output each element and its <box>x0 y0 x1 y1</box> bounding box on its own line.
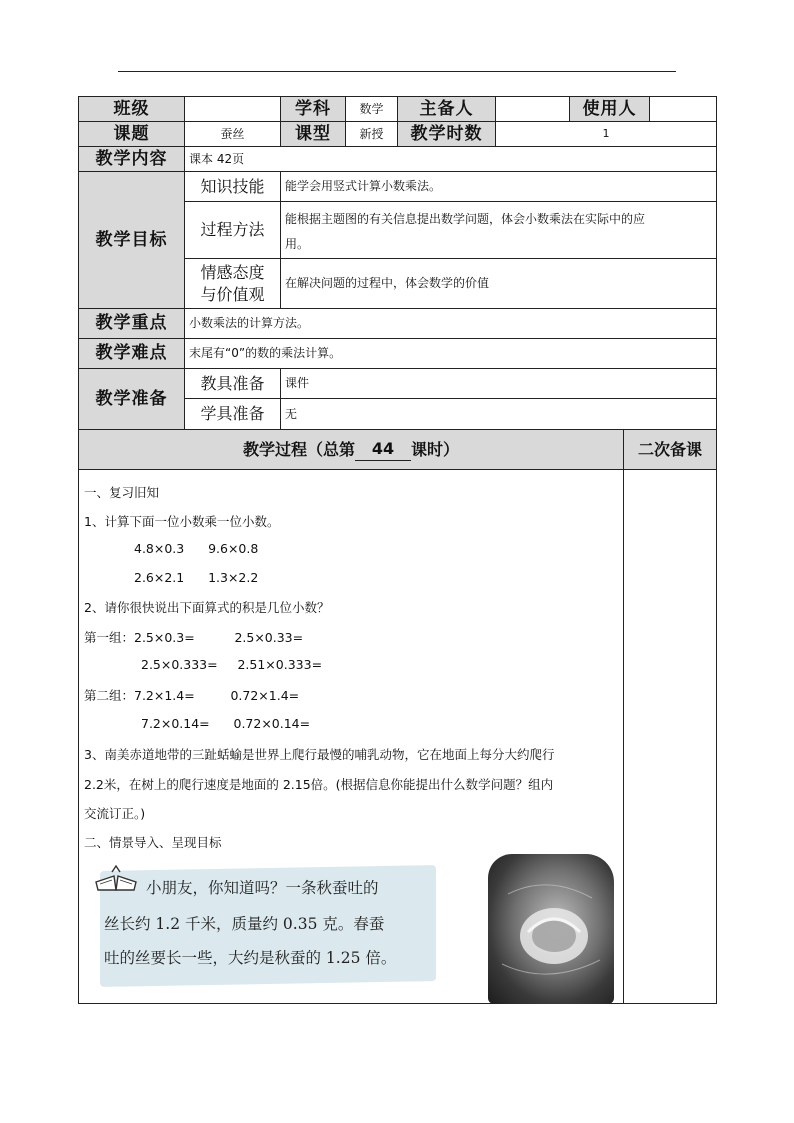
group-2-row1: 第二组：7.2×1.4= 0.72×1.4= <box>84 688 300 703</box>
preparer-value[interactable] <box>496 97 570 122</box>
group-1-row1: 第一组：2.5×0.3= 2.5×0.33= <box>84 630 304 645</box>
exercise-1-row1: 4.8×0.3 9.6×0.8 <box>134 541 259 556</box>
type-label: 课型 <box>281 122 346 147</box>
section-review-heading: 一、复习旧知 <box>84 485 160 500</box>
class-value[interactable] <box>185 97 281 122</box>
subject-value: 数学 <box>346 97 398 122</box>
goal-attitude-text: 在解决问题的过程中，体会数学的价值 <box>281 259 717 309</box>
difficulty-label: 教学难点 <box>79 339 185 369</box>
content-label: 教学内容 <box>79 147 185 172</box>
goal-process-label: 过程方法 <box>185 202 281 259</box>
top-rule <box>118 71 676 72</box>
process-header-suffix: 课时） <box>411 439 460 459</box>
process-header-prefix: 教学过程（总第 <box>242 439 355 459</box>
process-header <box>79 430 624 470</box>
learning-aids-value: 无 <box>281 399 717 430</box>
exercise-1-title: 1、计算下面一位小数乘一位小数。 <box>84 514 280 529</box>
hours-value: 1 <box>496 122 717 147</box>
second-preparation-body[interactable] <box>624 470 717 1004</box>
key-point-value: 小数乘法的计算方法。 <box>185 309 717 339</box>
subject-label: 学科 <box>281 97 346 122</box>
story-line-3: 吐的丝要长一些，大约是秋蚕的 1.25 倍。 <box>104 949 397 967</box>
open-book-icon <box>92 864 140 892</box>
group-2-row2: 7.2×0.14= 0.72×0.14= <box>141 716 311 731</box>
goal-knowledge-text: 能学会用竖式计算小数乘法。 <box>281 172 717 202</box>
class-label: 班级 <box>79 97 185 122</box>
topic-value: 蚕丝 <box>185 122 281 147</box>
difficulty-value: 末尾有“0”的数的乘法计算。 <box>185 339 717 369</box>
teaching-aids-value: 课件 <box>281 369 717 399</box>
user-label: 使用人 <box>570 97 650 122</box>
second-preparation-label: 二次备课 <box>624 430 717 470</box>
silkworm-photo <box>488 854 614 1004</box>
type-value: 新授 <box>346 122 398 147</box>
exercise-2-title: 2、请你很快说出下面算式的积是几位小数？ <box>84 600 330 615</box>
goal-knowledge-label: 知识技能 <box>185 172 281 202</box>
group-1-row2: 2.5×0.333= 2.51×0.333= <box>141 657 323 672</box>
exercise-3-line1: 3、南美赤道地带的三趾蛞蝓是世界上爬行最慢的哺乳动物，它在地面上每分大约爬行 <box>84 747 555 762</box>
teaching-aids-label: 教具准备 <box>185 369 281 399</box>
goals-label: 教学目标 <box>79 172 185 309</box>
goal-attitude-label <box>185 259 281 309</box>
preparation-label: 教学准备 <box>79 369 185 430</box>
goal-process-text <box>281 202 717 259</box>
exercise-3-line2: 2.2米，在树上的爬行速度是地面的 2.15倍。(根据信息你能提出什么数学问题？组内 <box>84 777 554 792</box>
process-hour-number: 44 <box>355 438 411 461</box>
section-intro-heading: 二、情景导入、呈现目标 <box>84 835 222 850</box>
key-point-label: 教学重点 <box>79 309 185 339</box>
exercise-1-row2: 2.6×2.1 1.3×2.2 <box>134 570 259 585</box>
goal-attitude-label-line1: 情感态度 <box>200 262 265 282</box>
goal-process-line1: 能根据主题图的有关信息提出数学问题，体会小数乘法在实际中的应 <box>285 212 646 226</box>
preparer-label: 主备人 <box>398 97 496 122</box>
user-value[interactable] <box>650 97 717 122</box>
learning-aids-label: 学具准备 <box>185 399 281 430</box>
goal-attitude-label-line2: 与价值观 <box>200 284 265 304</box>
content-value: 课本 42页 <box>185 147 717 172</box>
goal-process-line2: 用。 <box>285 237 310 251</box>
story-line-1: 小朋友，你知道吗？一条秋蚕吐的 <box>146 879 379 897</box>
hours-label: 教学时数 <box>398 122 496 147</box>
silkworm-illustration <box>488 854 614 1004</box>
story-line-2: 丝长约 1.2 千米，质量约 0.35 克。春蚕 <box>104 915 385 933</box>
topic-label: 课题 <box>79 122 185 147</box>
exercise-3-line3: 交流订正。) <box>84 806 146 821</box>
